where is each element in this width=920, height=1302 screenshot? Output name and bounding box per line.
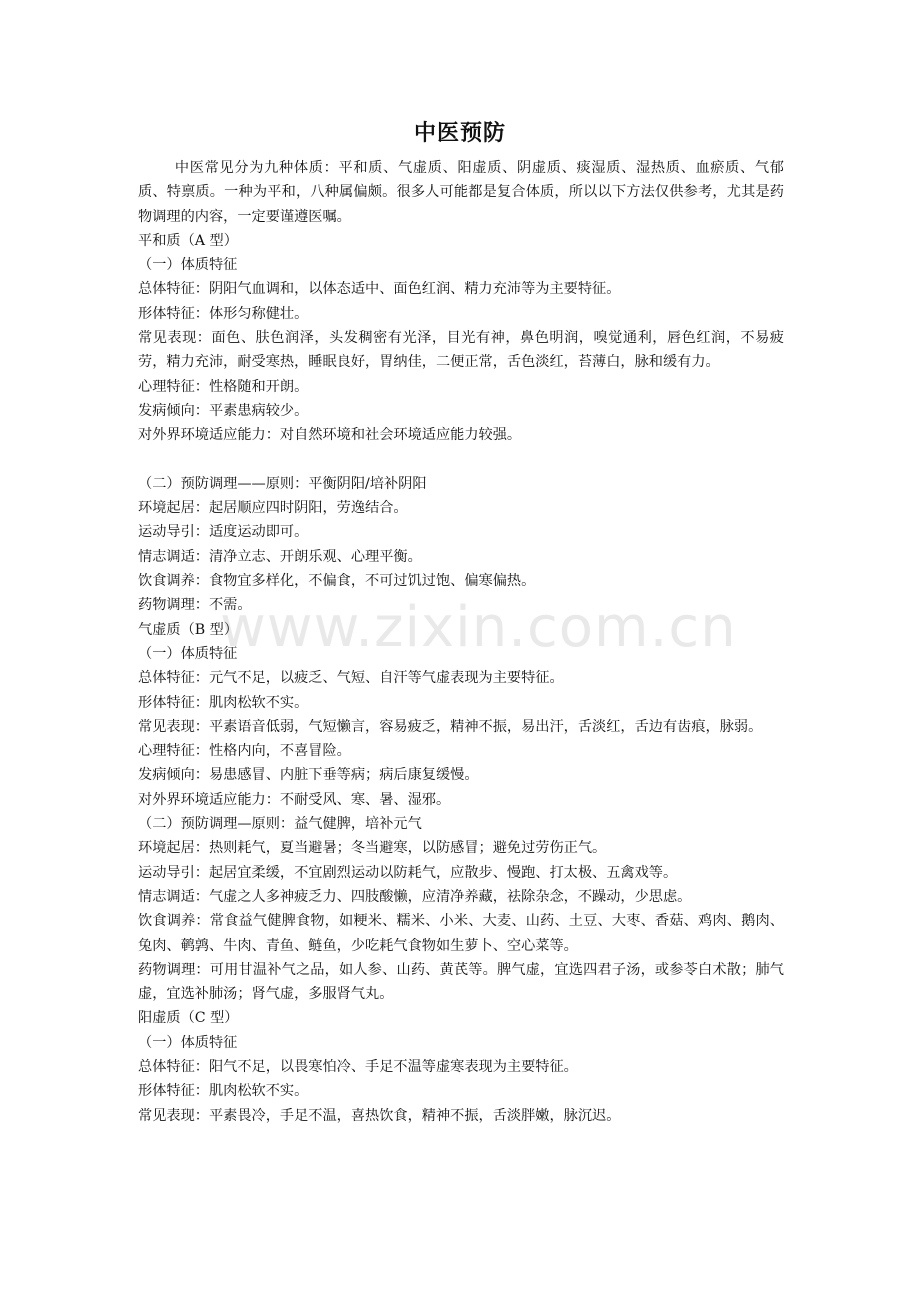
paragraph: 形体特征：肌肉松软不实。: [138, 1083, 309, 1100]
blank-line: [138, 448, 784, 472]
paragraph: 饮食调养：常食益气健脾食物，如粳米、糯米、小米、大麦、山药、土豆、大枣、香菇、鸡肉、鹅肉、兔肉、鹌鹑、牛肉、青鱼、鲢鱼，少吃耗气食物如生萝卜、空心菜等。: [138, 913, 784, 954]
paragraph: 情志调适：清净立志、开朗乐观、心理平衡。: [138, 548, 422, 565]
paragraph: 总体特征：元气不足，以疲乏、气短、自汗等气虚表现为主要特征。: [138, 670, 564, 687]
subsection-heading: （一）体质特征: [138, 257, 238, 274]
section-heading-qixu: 气虚质（B 型）: [138, 621, 239, 638]
paragraph: 心理特征：性格内向，不喜冒险。: [138, 743, 351, 760]
paragraph: 运动导引：适度运动即可。: [138, 524, 309, 541]
subsection-heading: （二）预防调理——原则：平衡阴阳/培补阴阳: [138, 475, 427, 492]
paragraph: 对外界环境适应能力：不耐受风、寒、暑、湿邪。: [138, 791, 451, 808]
paragraph: 常见表现：平素语音低弱，气短懒言，容易疲乏，精神不振，易出汗，舌淡红，舌边有齿痕，脉弱。: [138, 718, 763, 735]
paragraph: 药物调理：不需。: [138, 597, 252, 614]
watermark: www.zixin.com.cn: [220, 595, 737, 660]
paragraph: 发病倾向：平素患病较少。: [138, 402, 309, 419]
paragraph: 环境起居：起居顺应四时阴阳，劳逸结合。: [138, 500, 408, 517]
paragraph: 运动导引：起居宜柔缓，不宜剧烈运动以防耗气，应散步、慢跑、打太极、五禽戏等。: [138, 864, 678, 881]
section-heading-yangxu: 阳虚质（C 型）: [138, 1010, 239, 1027]
paragraph: 常见表现：面色、肤色润泽，头发稠密有光泽，目光有神，鼻色明润，嗅觉通利，唇色红润，不易疲劳，精力充沛，耐受寒热，睡眠良好，胃纳佳，二便正常，舌色淡红，苔薄白，脉和缓有力。: [138, 330, 784, 371]
paragraph: 形体特征：体形匀称健壮。: [138, 305, 309, 322]
paragraph: 情志调适：气虚之人多神疲乏力、四肢酸懒，应清净养藏，祛除杂念，不躁动，少思虑。: [138, 888, 692, 905]
document-body: [138, 156, 784, 1128]
paragraph: 形体特征：肌肉松软不实。: [138, 694, 309, 711]
paragraph: 饮食调养：食物宜多样化，不偏食，不可过饥过饱、偏寒偏热。: [138, 573, 536, 590]
paragraph: 总体特征：阳气不足，以畏寒怕冷、手足不温等虚寒表现为主要特征。: [138, 1058, 578, 1075]
paragraph: 发病倾向：易患感冒、内脏下垂等病；病后康复缓慢。: [138, 767, 479, 784]
document-title: 中医预防: [413, 120, 506, 146]
paragraph: 心理特征：性格随和开朗。: [138, 378, 309, 395]
subsection-heading: （一）体质特征: [138, 645, 238, 662]
paragraph: 常见表现：平素畏冷，手足不温，喜热饮食，精神不振，舌淡胖嫩，脉沉迟。: [138, 1107, 621, 1124]
paragraph: 总体特征：阴阳气血调和，以体态适中、面色红润、精力充沛等为主要特征。: [138, 281, 621, 298]
paragraph: 药物调理：可用甘温补气之品，如人参、山药、黄芪等。脾气虚，宜选四君子汤，或参苓白术散；肺气虚，宜选补肺汤；肾气虚，多服肾气丸。: [138, 961, 784, 1003]
section-heading-pinghe: 平和质（A 型）: [138, 232, 238, 249]
subsection-heading: （二）预防调理—原则：益气健脾，培补元气: [138, 816, 422, 833]
paragraph: 对外界环境适应能力：对自然环境和社会环境适应能力较强。: [138, 427, 522, 444]
intro-paragraph: 中医常见分为九种体质：平和质、气虚质、阳虚质、阴虚质、痰湿质、湿热质、血瘀质、气郁质、特禀质。一种为平和，八种属偏颇。很多人可能都是复合体质，所以以下方法仅供参考，尤其是药物调理的内容，一定要谨遵医嘱。: [138, 160, 784, 225]
subsection-heading: （一）体质特征: [138, 1034, 238, 1051]
paragraph: 环境起居：热则耗气，夏当避暑；冬当避寒，以防感冒；避免过劳伤正气。: [138, 840, 607, 857]
